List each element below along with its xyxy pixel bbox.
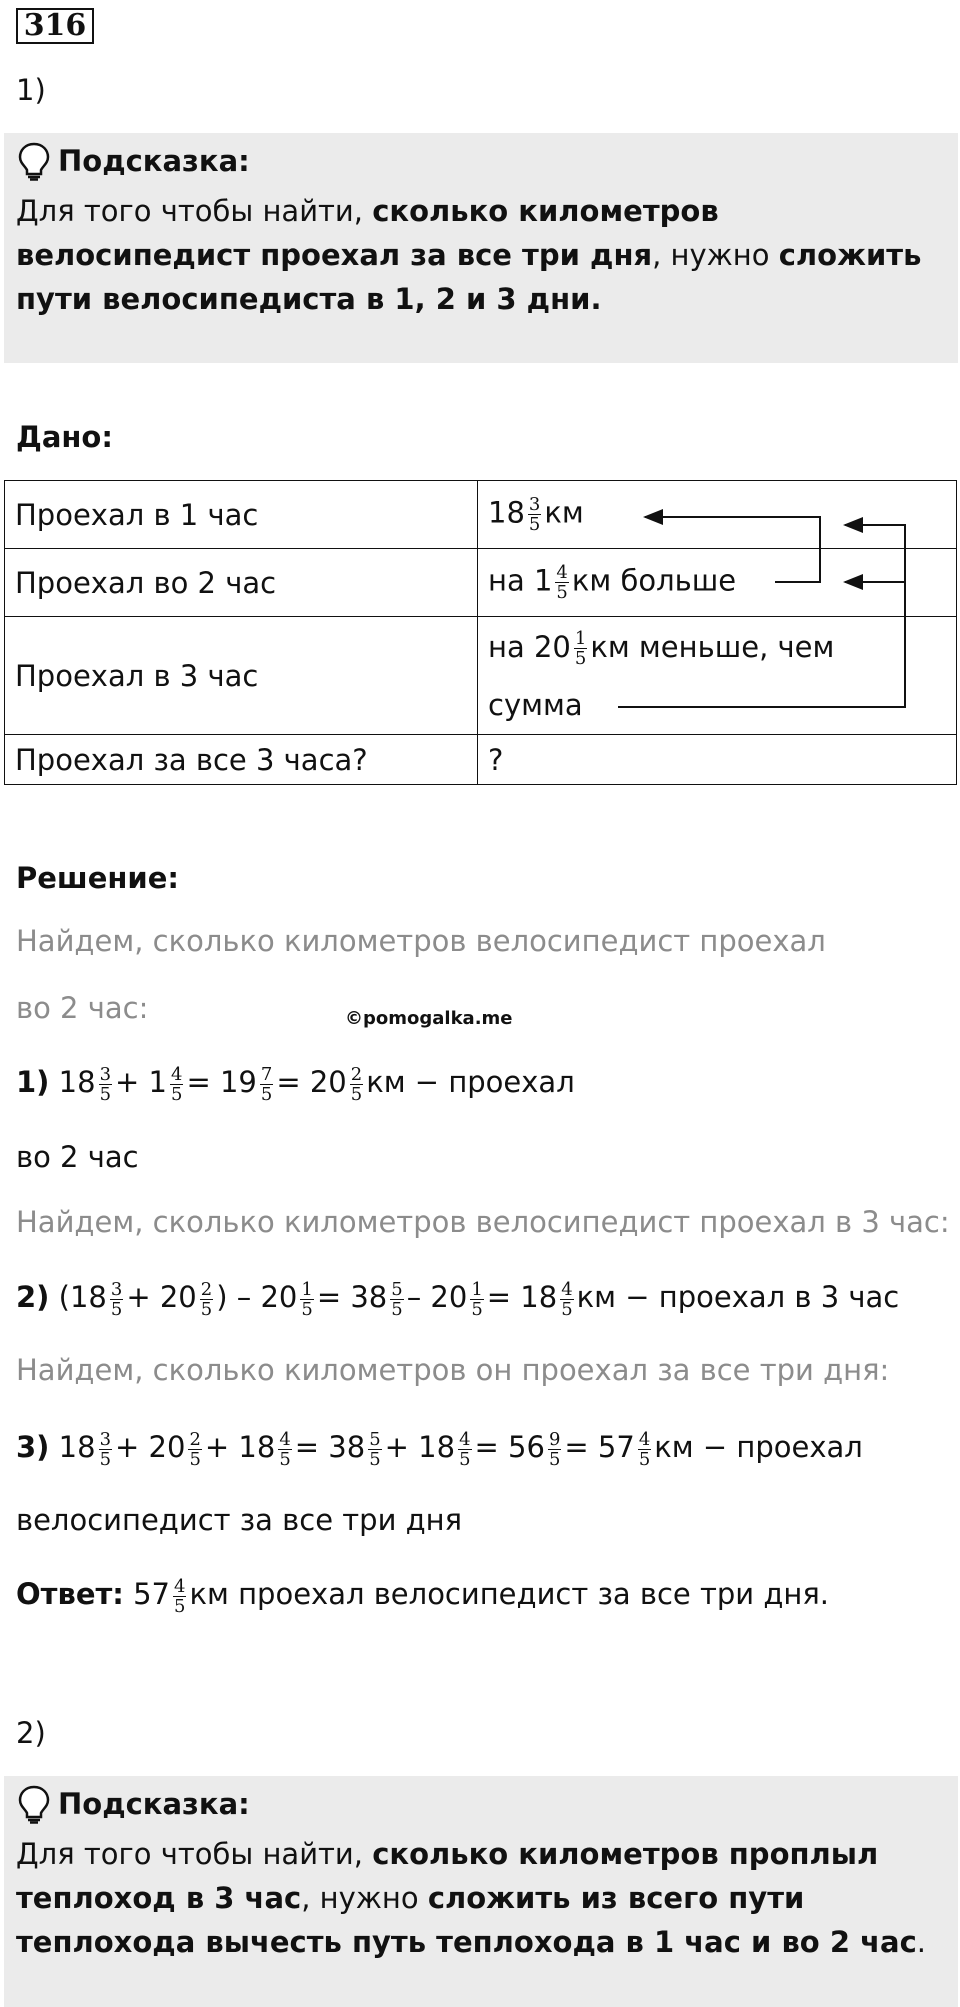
part2-label: 2) bbox=[16, 1716, 46, 1750]
hint-text-bold: сколько километров проплыл теплоход в 3 час bbox=[16, 1837, 879, 1915]
hint-text-bold: сложить пути велосипедиста в 1, 2 и 3 дни. bbox=[16, 238, 922, 316]
step-1: 1) 18 $\frac{3}{5}$ + 1 $\frac{4}{5}$ = 19 $\frac{7}{5}$ = 20 $\frac{2}{5}$ км − проехал bbox=[16, 1063, 575, 1105]
given-value: 18 $\frac{3}{5}$ км bbox=[478, 481, 957, 549]
hint-title-text: Подсказка: bbox=[58, 144, 250, 178]
answer: Ответ: 57 $\frac{4}{5}$ км проехал велосипедист за все три дня. bbox=[16, 1575, 830, 1617]
hint-text-part: , нужно bbox=[301, 1881, 428, 1915]
solution-intro: Найдем, сколько километров велосипедист проехал в 3 час: bbox=[16, 1205, 950, 1239]
given-value: на 1 $\frac{4}{5}$ км больше bbox=[478, 549, 957, 617]
solution-intro: во 2 час: bbox=[16, 991, 149, 1025]
hint-title-text: Подсказка: bbox=[58, 1787, 250, 1821]
watermark: ©pomogalka.me bbox=[345, 1008, 513, 1029]
lightbulb-icon bbox=[16, 141, 52, 181]
hint-text bbox=[16, 1832, 946, 1964]
part1-label: 1) bbox=[16, 73, 46, 107]
table-row bbox=[5, 549, 957, 617]
given-value: ? bbox=[478, 735, 957, 785]
given-label: Проехал в 1 час bbox=[5, 481, 478, 549]
step-2: 2) (18 $\frac{3}{5}$ + 20 $\frac{2}{5}$ ) – 20 $\frac{1}{5}$ = 38 $\frac{5}{5}$ – 20 $\frac{1}{5}$ = 18 $\frac{4}{5}$ км − проехал в 3 час bbox=[16, 1278, 900, 1320]
given-title: Дано: bbox=[16, 420, 113, 454]
hint-box-2 bbox=[4, 1776, 958, 2007]
hint-text-part: Для того чтобы найти, bbox=[16, 194, 373, 228]
hint-text-part: . bbox=[916, 1925, 926, 1959]
hint-text-part: Для того чтобы найти, bbox=[16, 1837, 373, 1871]
hint-title bbox=[16, 1784, 250, 1824]
hint-text bbox=[16, 189, 946, 321]
answer-text: км проехал велосипедист за все три дня. bbox=[189, 1577, 830, 1611]
step-3: 3) 18 $\frac{3}{5}$ + 20 $\frac{2}{5}$ + 18 $\frac{4}{5}$ = 38 $\frac{5}{5}$ + 18 $\frac{4}{5}$ = 56 $\frac{9}{5}$ = 57 $\frac{4}{5}$ км − проехал bbox=[16, 1428, 863, 1470]
lightbulb-icon bbox=[16, 1784, 52, 1824]
table-row bbox=[5, 481, 957, 549]
solution-intro: Найдем, сколько километров он проехал за все три дня: bbox=[16, 1353, 890, 1387]
given-table bbox=[4, 480, 957, 785]
hint-text-bold: сложить из всего пути теплохода вычесть путь теплохода в 1 час и во 2 час bbox=[16, 1881, 917, 1959]
given-value: на 20 $\frac{1}{5}$ км меньше, чем сумма bbox=[478, 617, 957, 735]
table-row bbox=[5, 735, 957, 785]
solution-title: Решение: bbox=[16, 861, 180, 895]
given-label: Проехал в 3 час bbox=[5, 617, 478, 735]
hint-text-bold: сколько километров велосипедист проехал за все три дня bbox=[16, 194, 719, 272]
answer-label: Ответ: bbox=[16, 1577, 124, 1611]
hint-box-1 bbox=[4, 133, 958, 363]
step-3-end: велосипедист за все три дня bbox=[16, 1503, 463, 1537]
given-label: Проехал за все 3 часа? bbox=[5, 735, 478, 785]
given-label: Проехал во 2 час bbox=[5, 549, 478, 617]
table-row bbox=[5, 617, 957, 735]
step-1-end: во 2 час bbox=[16, 1140, 139, 1174]
solution-intro: Найдем, сколько километров велосипедист проехал bbox=[16, 924, 826, 958]
hint-text-part: , нужно bbox=[652, 238, 779, 272]
hint-title bbox=[16, 141, 250, 181]
task-number: 316 bbox=[16, 8, 94, 44]
